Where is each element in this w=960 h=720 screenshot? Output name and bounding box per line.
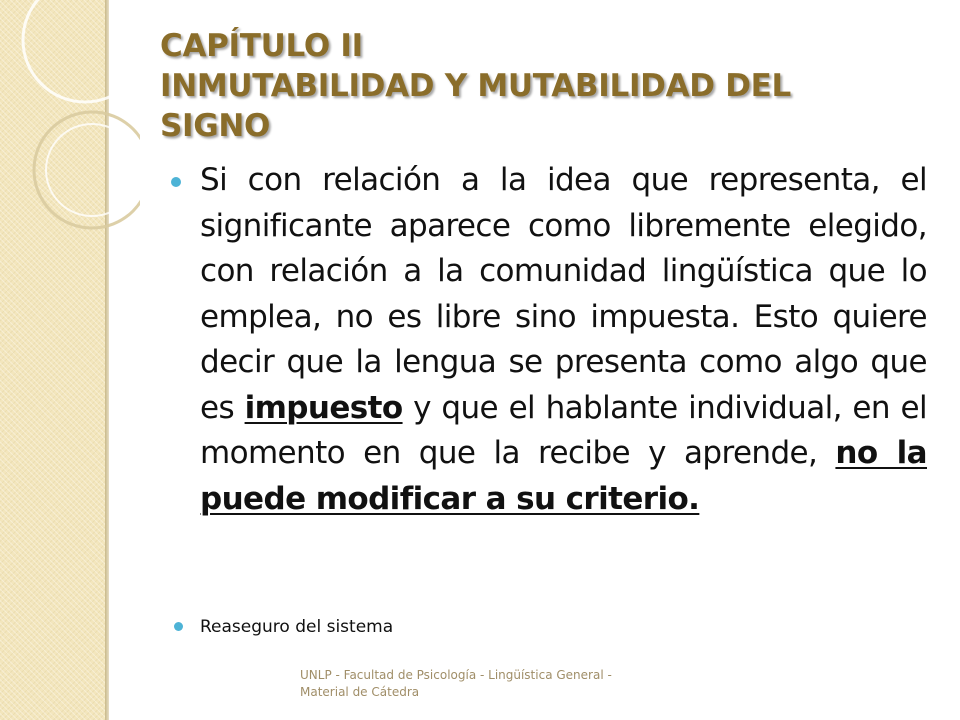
bullet-dot-icon [171, 177, 181, 187]
bullet-dot-icon [174, 622, 183, 631]
title-line-2: INMUTABILIDAD Y MUTABILIDAD DEL [160, 68, 791, 104]
title-line-3: SIGNO [160, 108, 271, 144]
emphasis-no-modificar: no la puede modificar a su criterio. [200, 435, 927, 517]
paragraph-text-b: y que el hablante individual, en el momento en que la recibe y aprende, [200, 389, 927, 471]
decorative-circles [0, 0, 140, 260]
bullet-paragraph [200, 158, 927, 522]
bullet-reaseguro: Reaseguro del sistema [200, 617, 394, 637]
title-line-1: CAPÍTULO II [160, 28, 363, 64]
slide-footer: UNLP - Facultad de Psicología - Lingüística General - Material de Cátedra [300, 668, 612, 699]
slide-title [160, 26, 920, 146]
paragraph-text-a: Si con relación a la idea que representa, el significante aparece como libremente elegido, con relación a la comunidad lingüística que lo emplea, no es libre sino impuesta. Esto quiere decir que la lengua se presenta como algo que es [200, 162, 927, 426]
emphasis-impuesto: impuesto [244, 389, 403, 426]
